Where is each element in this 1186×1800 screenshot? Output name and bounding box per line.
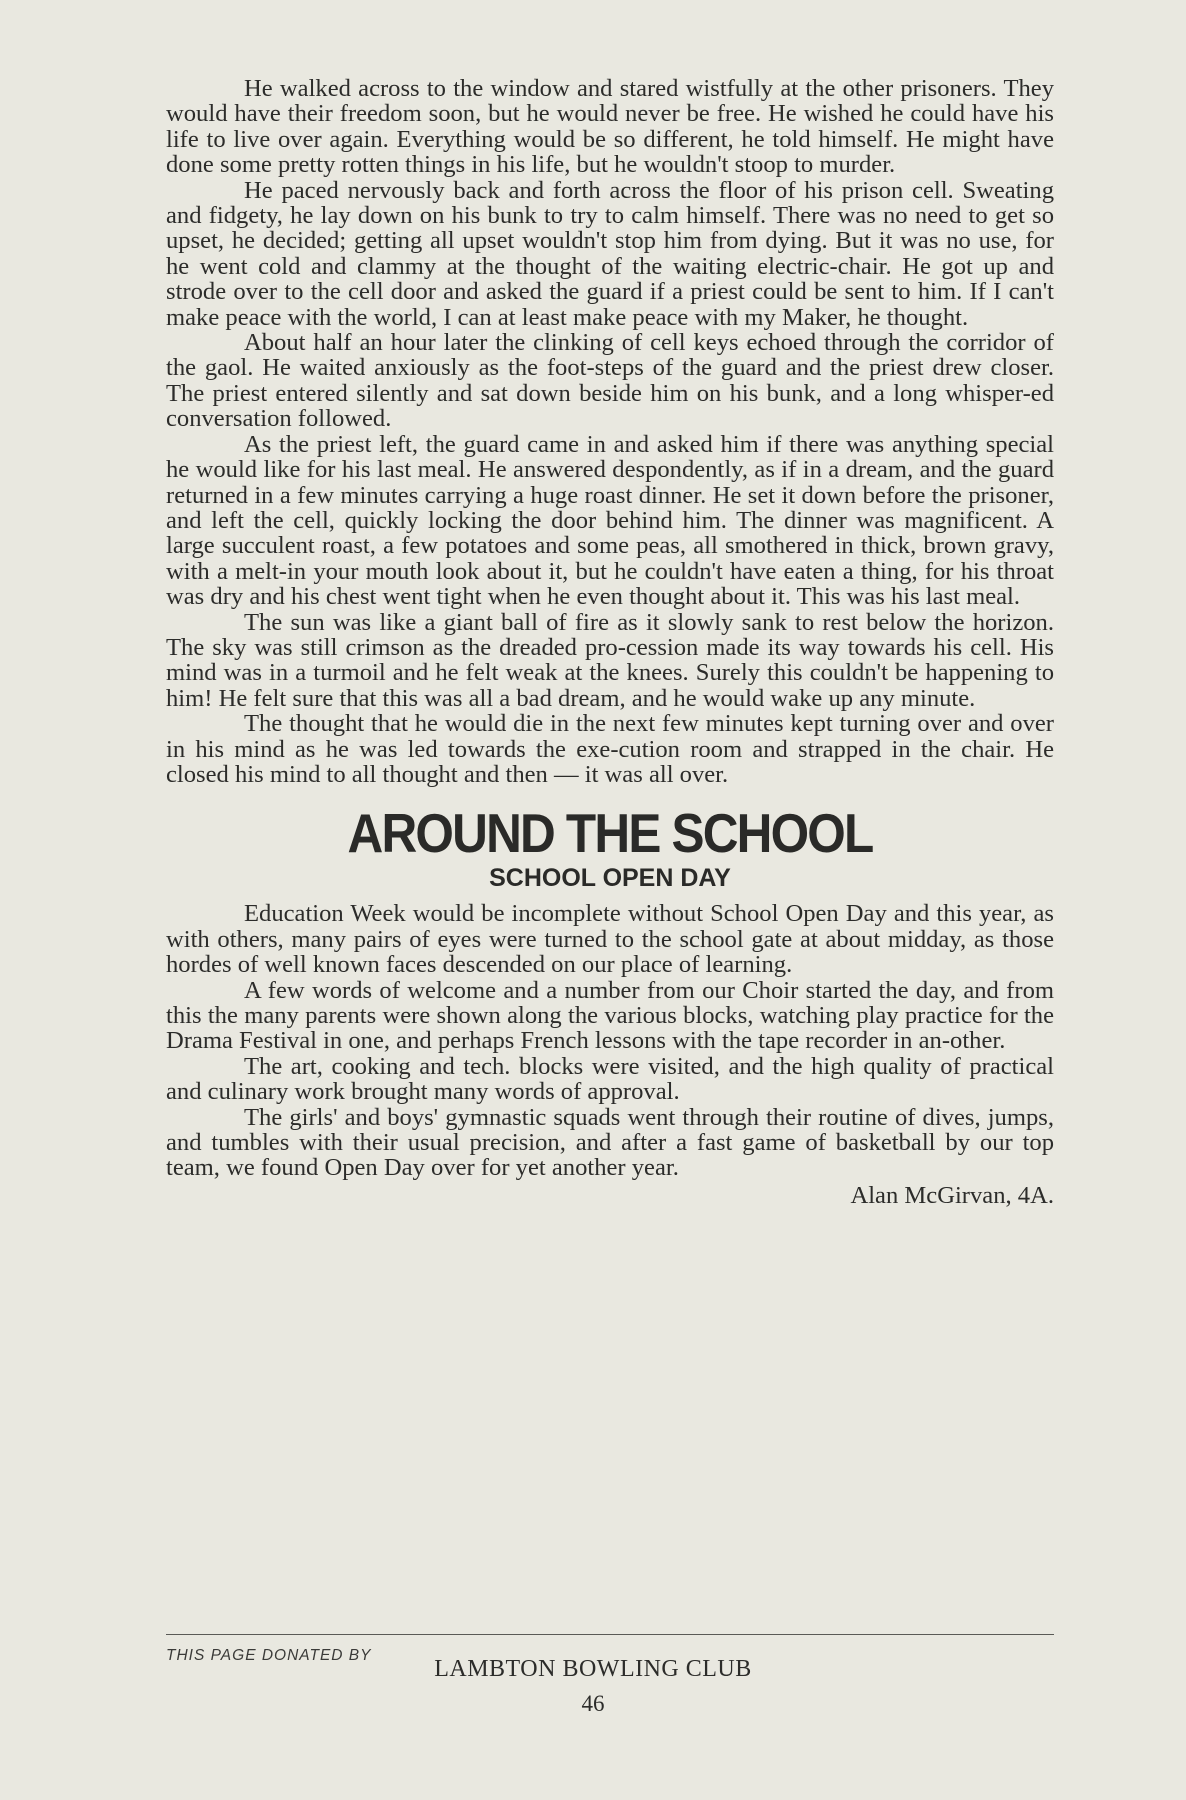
story-paragraph-3: About half an hour later the clinking of cell keys echoed through the corridor of the gaol. He waited anxiously as the foot-steps of the guard and the priest drew closer. The priest entered silently and sat down beside him on his bunk, and a long whisper-ed conversation followed. (166, 329, 1054, 433)
page-body (166, 76, 1054, 1208)
section-heading: AROUND THE SCHOOL (347, 802, 873, 865)
footer-divider (166, 1634, 1054, 1635)
sponsor-name: LAMBTON BOWLING CLUB (434, 1656, 752, 1682)
section-subheading: SCHOOL OPEN DAY (489, 864, 731, 893)
story-paragraph-2: He paced nervously back and forth across the floor of his prison cell. Sweating and fidgety, he lay down on his bunk to try to calm himself. There was no need to get so upset, he decided; getting all upset wouldn't stop him from dying. But it was no use, for he went cold and clammy at the thought of the waiting electric-chair. He got up and strode over to the cell door and asked the guard if a priest could be sent to him. If I can't make peace with the world, I can at least make peace with my Maker, he thought. (166, 176, 1054, 331)
article-paragraph-1: Education Week would be incomplete without School Open Day and this year, as with others, many pairs of eyes were turned to the school gate at about midday, as those hordes of well known faces descended on our place of learning. (166, 900, 1054, 979)
article-paragraph-3: The art, cooking and tech. blocks were visited, and the high quality of practical and culinary work brought many words of approval. (166, 1052, 1054, 1106)
story-text (166, 76, 1054, 787)
story-paragraph-4: As the priest left, the guard came in and asked him if there was anything special he would like for his last meal. He answered despondently, as if in a dream, and the guard returned in a few minutes carrying a huge roast dinner. He set it down before the prisoner, and left the cell, quickly locking the door behind him. The dinner was magnificent. A large succulent roast, a few potatoes and some peas, all smothered in thick, brown gravy, with a melt-in your mouth look about it, but he couldn't have eaten a thing, for his throat was dry and his chest went tight when he even thought about it. This was his last meal. (166, 430, 1054, 611)
article-paragraph-2: A few words of welcome and a number from our Choir started the day, and from this the many parents were shown along the various blocks, watching play practice for the Drama Festival in one, and perhaps French lessons with the tape recorder in an-other. (166, 976, 1054, 1055)
article-paragraph-4: The girls' and boys' gymnastic squads went through their routine of dives, jumps, and tumbles with their usual precision, and after a fast game of basketball by our top team, we found Open Day over for yet another year. (166, 1103, 1054, 1182)
article-author: Alan McGirvan, 4A. (850, 1181, 1054, 1209)
story-paragraph-6: The thought that he would die in the next few minutes kept turning over and over in his mind as he was led towards the exe-cution room and strapped in the chair. He closed his mind to all thought and then — it was all over. (166, 710, 1054, 788)
article-text (166, 901, 1054, 1208)
page-number: 46 (581, 1691, 605, 1716)
donated-label: THIS PAGE DONATED BY (166, 1647, 372, 1664)
story-paragraph-1: He walked across to the window and stared wistfully at the other prisoners. They would have their freedom soon, but he would never be free. He wished he could have his life to live over again. Everything would be so different, he told himself. He might have done some pretty rotten things in his life, but he wouldn't stoop to murder. (166, 75, 1054, 179)
story-paragraph-5: The sun was like a giant ball of fire as it slowly sank to rest below the horizon. The sky was still crimson as the dreaded pro-cession made its way towards his cell. His mind was in a turmoil and he felt weak at the knees. Surely this couldn't be happening to him! He felt sure that this was all a bad dream, and he would wake up any minute. (166, 608, 1054, 712)
